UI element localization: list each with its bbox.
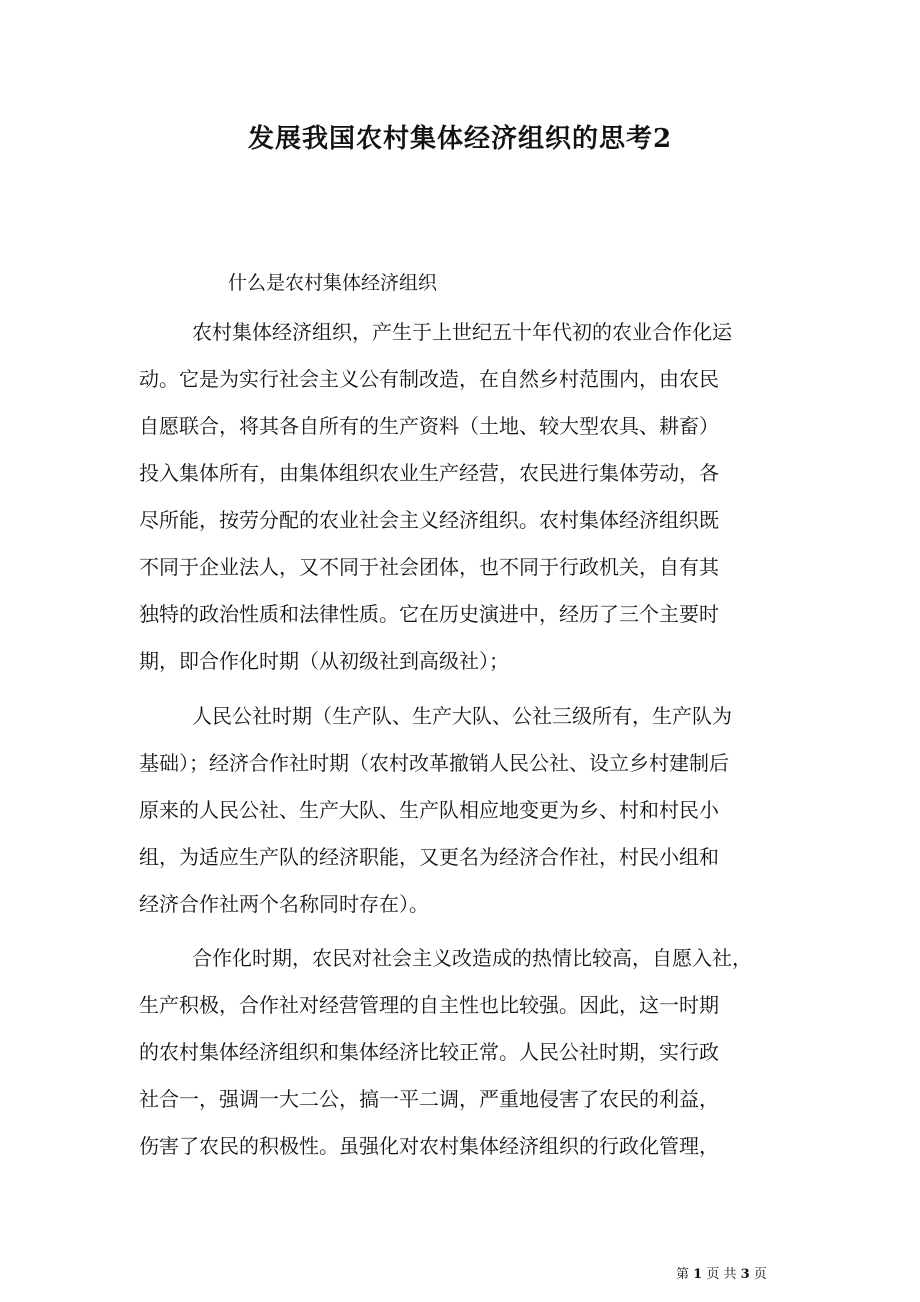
paragraph-1-line-7: 独特的政治性质和法律性质。它在历史演进中，经历了三个主要时	[139, 602, 719, 626]
paragraph-2-line-4: 组，为适应生产队的经济职能，又更名为经济合作社，村民小组和	[139, 845, 719, 869]
paragraph-2-line-5: 经济合作社两个名称同时存在）。	[139, 892, 429, 916]
paragraph-1-line-8: 期，即合作化时期（从初级社到高级社）；	[139, 649, 509, 673]
paragraph-3-line-4: 社合一，强调一大二公，搞一平二调，严重地侵害了农民的利益，	[139, 1087, 719, 1111]
paragraph-2-line-3: 原来的人民公社、生产大队、生产队相应地变更为乡、村和村民小	[139, 798, 719, 822]
paragraph-1-line-1: 农村集体经济组织，产生于上世纪五十年代初的农业合作化运	[192, 320, 732, 344]
footer-total-pages: 3	[740, 1267, 750, 1282]
paragraph-1-line-6: 不同于企业法人，又不同于社会团体，也不同于行政机关，自有其	[139, 555, 719, 579]
footer-prefix: 第	[676, 1267, 690, 1282]
paragraph-1-line-2: 动。它是为实行社会主义公有制改造，在自然乡村范围内，由农民	[139, 367, 719, 391]
paragraph-2-line-1: 人民公社时期（生产队、生产大队、公社三级所有，生产队为	[192, 704, 732, 728]
paragraph-2-line-2: 基础）；经济合作社时期（农村改革撤销人民公社、设立乡村建制后	[139, 751, 729, 775]
section-subheading: 什么是农村集体经济组织	[228, 272, 438, 294]
paragraph-1-line-3: 自愿联合，将其各自所有的生产资料（土地、较大型农具、耕畜）	[139, 414, 719, 438]
paragraph-3-line-1: 合作化时期，农民对社会主义改造成的热情比较高，自愿入社，	[192, 946, 752, 970]
paragraph-3-line-3: 的农村集体经济组织和集体经济比较正常。人民公社时期，实行政	[139, 1040, 719, 1064]
footer-current-page: 1	[693, 1267, 703, 1282]
page-number-footer	[676, 1263, 767, 1282]
footer-middle: 页 共	[706, 1267, 737, 1282]
footer-suffix: 页	[753, 1267, 767, 1282]
paragraph-1-line-4: 投入集体所有，由集体组织农业生产经营，农民进行集体劳动，各	[139, 461, 719, 485]
paragraph-3-line-5: 伤害了农民的积极性。虽强化对农村集体经济组织的行政化管理，	[139, 1134, 719, 1158]
paragraph-3-line-2: 生产积极，合作社对经营管理的自主性也比较强。因此，这一时期	[139, 993, 719, 1017]
paragraph-1-line-5: 尽所能，按劳分配的农业社会主义经济组织。农村集体经济组织既	[139, 508, 719, 532]
document-title: 发展我国农村集体经济组织的思考2	[247, 124, 673, 154]
